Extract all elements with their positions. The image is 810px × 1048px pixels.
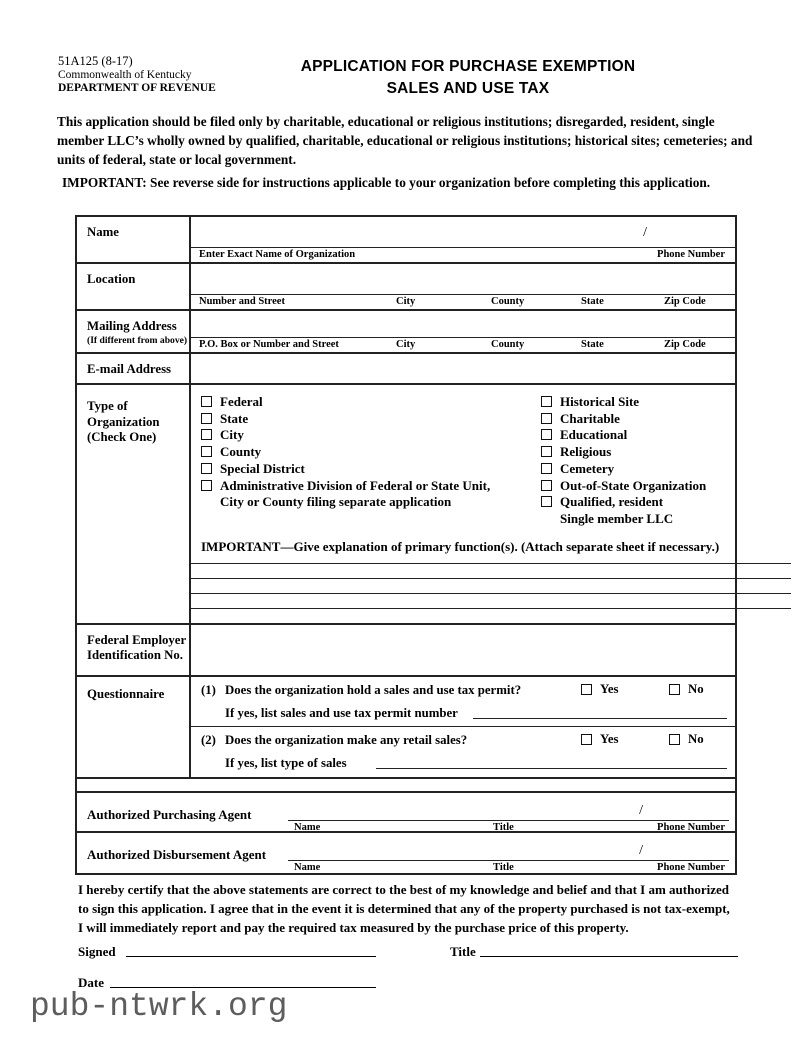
checkbox-option-educational[interactable]	[541, 427, 791, 442]
option-label: City	[220, 427, 244, 443]
form-number: 51A125 (8-17)	[58, 54, 133, 68]
date-label: Date	[78, 975, 104, 990]
checkbox-option-qualified-resident[interactable]	[541, 494, 791, 509]
questionnaire-group	[191, 677, 735, 777]
checkbox-option-special-district[interactable]	[201, 461, 541, 476]
checkbox-option-federal[interactable]	[201, 394, 541, 409]
checkbox-option-charitable[interactable]	[541, 411, 791, 426]
agents-spacer	[77, 779, 735, 793]
option-label: Religious	[560, 444, 612, 460]
explanation-instruction: IMPORTANT—Give explanation of primary function(s). (Attach separate sheet if necessary.)	[201, 538, 720, 554]
option-label: Historical Site	[560, 394, 640, 409]
caption-po-box-street: P.O. Box or Number and Street	[199, 339, 339, 350]
caption-name: Name	[294, 821, 321, 833]
agents-group	[77, 779, 735, 873]
question-text: Does the organization hold a sales and use tax permit?	[225, 682, 522, 697]
caption-exact-name: Enter Exact Name of Organization	[199, 249, 356, 260]
answer-no-option[interactable]	[669, 682, 704, 697]
caption-county: County	[491, 339, 525, 350]
intro-paragraph: This application should be filed only by charitable, educational or religious institutions; disregarded, resident, single member LLC’s wholly owned by qualified, charitable, educational or religious institutions; historical sites; cemeteries; and units of federal, state or local government.	[57, 114, 753, 167]
checkbox-icon[interactable]	[581, 734, 592, 745]
question-followup-text: If yes, list sales and use tax permit number	[225, 705, 458, 720]
mailing-label-subtext: (If different from above)	[87, 334, 188, 346]
answer-yes-option[interactable]	[581, 682, 618, 697]
checkbox-column-right	[541, 394, 791, 528]
question-number: (2)	[201, 732, 216, 747]
name-input[interactable]	[191, 217, 735, 247]
checkbox-icon[interactable]	[541, 480, 552, 491]
signer-title-input[interactable]	[480, 944, 738, 957]
agent-label: Authorized Purchasing Agent	[87, 806, 252, 822]
checkbox-icon[interactable]	[581, 684, 592, 695]
explanation-line-1[interactable]	[191, 563, 791, 578]
location-input[interactable]	[191, 264, 735, 294]
agent-label: Authorized Disbursement Agent	[87, 846, 267, 862]
option-label: County	[220, 444, 262, 460]
title-line-2: SALES AND USE TAX	[386, 80, 550, 97]
organization-type-group	[191, 385, 791, 623]
question-number: (1)	[201, 682, 216, 697]
org-label-line-1: Type of	[87, 399, 128, 413]
row-label-email: E-mail Address	[77, 354, 191, 383]
fein-label-line-1: Federal Employer	[87, 632, 187, 647]
checkbox-option-city[interactable]	[201, 427, 541, 442]
question-text: Does the organization make any retail sales?	[225, 732, 468, 747]
checkbox-option-administrative-division[interactable]	[201, 478, 541, 493]
questionnaire-item-2	[191, 727, 735, 777]
checkbox-option-state[interactable]	[201, 411, 541, 426]
option-label: Qualified, resident	[560, 494, 664, 510]
checkbox-option-religious[interactable]	[541, 444, 791, 459]
location-field-group	[191, 264, 735, 309]
caption-name: Name	[294, 861, 321, 873]
form-row-organization-type	[77, 385, 735, 625]
checkbox-column-left	[201, 394, 541, 528]
option-label: Charitable	[560, 410, 620, 426]
phone-slash-separator: /	[643, 225, 647, 240]
caption-zip-code: Zip Code	[664, 339, 706, 350]
option-label: State	[220, 410, 249, 426]
page-title	[238, 56, 698, 100]
form-row-email	[77, 354, 735, 385]
title-line-1: APPLICATION FOR PURCHASE EXEMPTION	[300, 58, 636, 75]
disbursement-agent-captions	[288, 861, 729, 875]
answer-yes-option[interactable]	[581, 732, 618, 747]
answer-label: Yes	[600, 681, 619, 696]
name-captions	[191, 247, 735, 262]
option-label: Administrative Division of Federal or State Unit,	[220, 477, 491, 493]
checkbox-icon[interactable]	[541, 429, 552, 440]
certification-statement: I hereby certify that the above statements are correct to the best of my knowledge and belief and that I am authorized to sign this application. I agree that in the event it is determined that any of the property purchased is not tax-exempt, I will immediately report and pay the required tax measured by the purchase price of this property.	[78, 882, 730, 935]
checkbox-icon[interactable]	[201, 429, 212, 440]
commonwealth-label: Commonwealth of Kentucky	[58, 68, 192, 81]
option-label: Out-of-State Organization	[560, 477, 707, 493]
fein-input[interactable]	[191, 625, 735, 675]
org-label-line-3: (Check One)	[87, 430, 157, 445]
caption-zip-code: Zip Code	[664, 296, 706, 307]
option-label: Educational	[560, 427, 628, 443]
mailing-captions	[191, 337, 735, 352]
checkbox-option-cemetery[interactable]	[541, 461, 791, 476]
org-label-line-2: Organization	[87, 414, 160, 429]
row-label-fein	[77, 625, 191, 675]
checkbox-icon[interactable]	[201, 480, 212, 491]
row-label-questionnaire: Questionnaire	[77, 677, 191, 777]
checkbox-icon[interactable]	[201, 396, 212, 407]
caption-city: City	[396, 339, 416, 350]
checkbox-icon[interactable]	[201, 413, 212, 424]
location-captions	[191, 294, 735, 309]
checkbox-icon[interactable]	[541, 463, 552, 474]
signature-input[interactable]	[126, 944, 376, 957]
caption-state: State	[581, 339, 604, 350]
form-row-questionnaire	[77, 677, 735, 779]
checkbox-icon[interactable]	[201, 446, 212, 457]
answer-label: No	[688, 731, 704, 746]
signature-row	[78, 944, 743, 964]
date-input[interactable]	[110, 975, 376, 988]
checkbox-option-county[interactable]	[201, 444, 541, 459]
caption-city: City	[396, 296, 416, 307]
mailing-address-input[interactable]	[191, 311, 735, 337]
administrative-division-continuation: City or County filing separate application	[220, 494, 452, 510]
caption-county: County	[491, 296, 525, 307]
email-input[interactable]	[191, 354, 735, 383]
checkbox-icon[interactable]	[541, 446, 552, 457]
checkbox-columns	[191, 394, 791, 528]
agency-block	[58, 54, 268, 96]
fein-field-group	[191, 625, 735, 675]
form-row-location	[77, 264, 735, 311]
checkbox-icon[interactable]	[541, 396, 552, 407]
answer-no-option[interactable]	[669, 732, 704, 747]
caption-phone-number: Phone Number	[657, 249, 725, 260]
option-label: Special District	[220, 460, 305, 476]
qualified-resident-continuation: Single member LLC	[560, 510, 674, 526]
row-label-name: Name	[77, 217, 191, 262]
explanation-line-4[interactable]	[191, 608, 791, 623]
mailing-field-group	[191, 311, 735, 352]
caption-phone-number: Phone Number	[657, 861, 725, 873]
questionnaire-item-1	[191, 677, 735, 727]
intro-important-note: IMPORTANT: See reverse side for instructions applicable to your organization before completing this application.	[62, 175, 711, 190]
application-form-table	[75, 215, 737, 875]
row-label-organization-type	[77, 385, 191, 623]
authorized-purchasing-agent-row	[77, 793, 735, 833]
email-field-group	[191, 354, 735, 383]
row-label-location: Location	[77, 264, 191, 309]
signed-label: Signed	[78, 944, 116, 959]
answer-label: Yes	[600, 731, 619, 746]
checkbox-icon[interactable]	[669, 684, 680, 695]
checkbox-icon[interactable]	[541, 496, 552, 507]
explanation-line-2[interactable]	[191, 578, 791, 593]
watermark: pub-ntwrk.org	[30, 988, 288, 1025]
fein-label-line-2: Identification No.	[87, 648, 183, 663]
name-field-group	[191, 217, 735, 262]
caption-title: Title	[493, 821, 514, 833]
type-of-sales-input[interactable]	[376, 768, 727, 769]
caption-state: State	[581, 296, 604, 307]
option-label: Federal	[220, 394, 263, 409]
caption-number-street: Number and Street	[199, 296, 285, 307]
question-followup-text: If yes, list type of sales	[225, 755, 347, 770]
caption-title: Title	[493, 861, 514, 873]
form-row-mailing-address	[77, 311, 735, 354]
permit-number-input[interactable]	[473, 718, 727, 719]
department-label: DEPARTMENT OF REVENUE	[58, 82, 216, 95]
checkbox-icon[interactable]	[669, 734, 680, 745]
checkbox-option-historical-site[interactable]	[541, 394, 791, 409]
phone-slash-separator: /	[639, 802, 643, 818]
answer-label: No	[688, 681, 704, 696]
explanation-line-3[interactable]	[191, 593, 791, 608]
caption-phone-number: Phone Number	[657, 821, 725, 833]
option-label: Cemetery	[560, 460, 615, 476]
form-row-authorized-agents	[77, 779, 735, 873]
phone-slash-separator: /	[639, 842, 643, 858]
form-row-name	[77, 217, 735, 264]
checkbox-icon[interactable]	[541, 413, 552, 424]
title-label: Title	[450, 944, 476, 959]
mailing-label-text: Mailing Address	[87, 319, 177, 333]
checkbox-icon[interactable]	[201, 463, 212, 474]
checkbox-option-out-of-state-organization[interactable]	[541, 478, 791, 493]
authorized-disbursement-agent-row	[77, 833, 735, 873]
row-label-mailing-address	[77, 311, 191, 352]
form-row-fein	[77, 625, 735, 677]
